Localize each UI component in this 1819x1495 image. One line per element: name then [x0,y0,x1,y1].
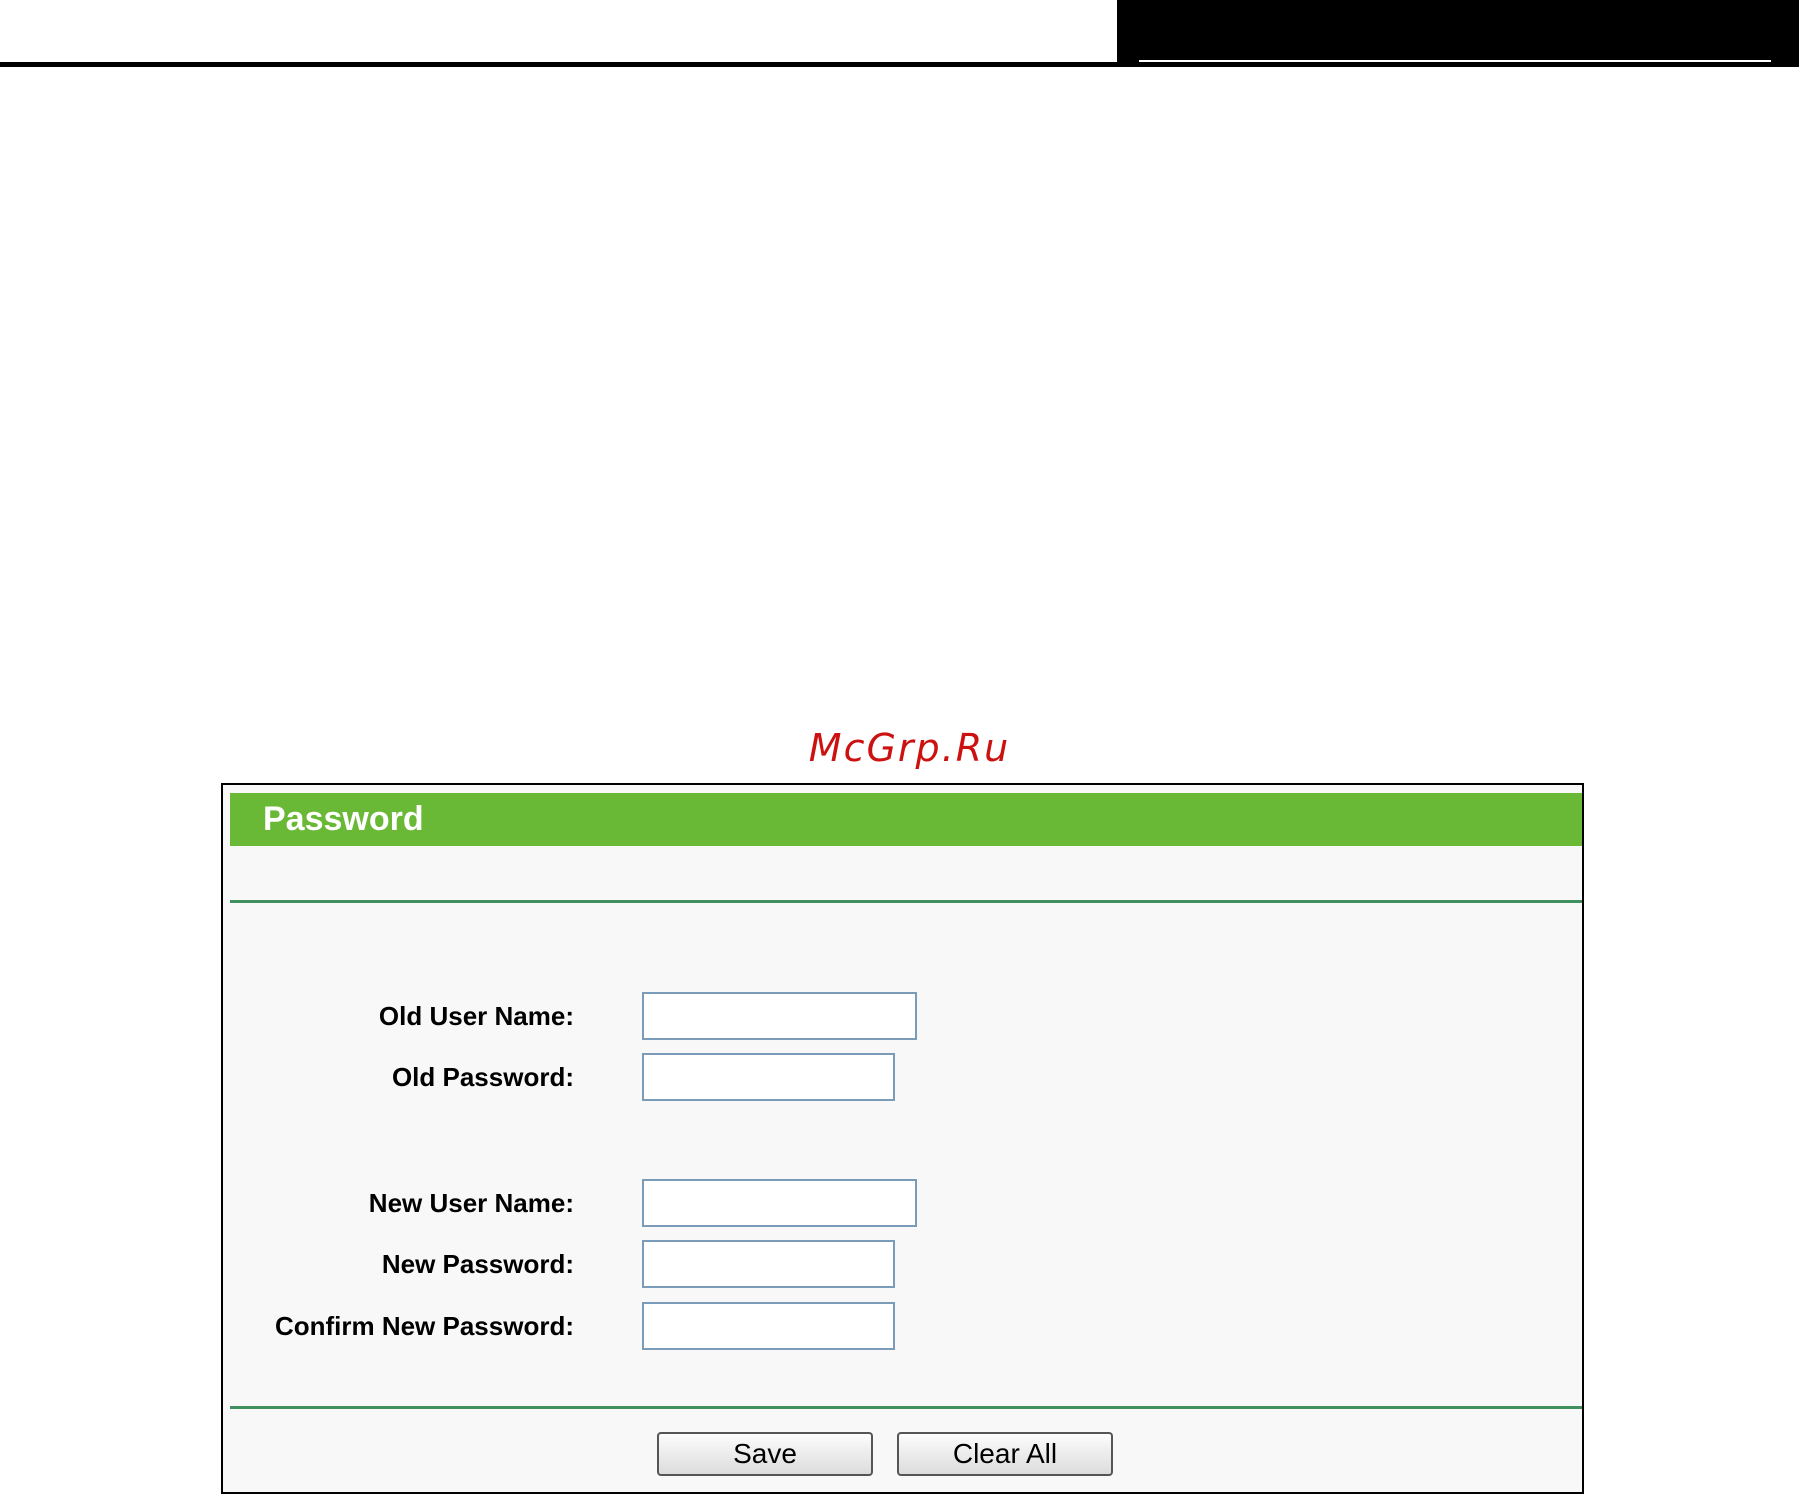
panel-header [230,793,1582,846]
password-panel [221,783,1584,1494]
confirm-new-password-input[interactable] [642,1302,895,1350]
confirm-new-password-label: Confirm New Password: [274,1311,574,1341]
save-button[interactable]: Save [657,1432,873,1476]
bottom-divider [230,1406,1582,1409]
header-black-block [1117,0,1799,62]
new-password-input[interactable] [642,1240,895,1288]
new-user-name-label: New User Name: [368,1188,574,1218]
confirm-new-password-row [223,1302,1582,1350]
button-row [223,1432,1582,1476]
old-user-name-input[interactable] [642,992,917,1040]
new-password-label: New Password: [381,1249,574,1279]
panel-title: Password [263,800,424,838]
top-divider [230,900,1582,903]
old-user-name-row [223,992,1582,1040]
old-password-input[interactable] [642,1053,895,1101]
old-password-row [223,1053,1582,1101]
new-password-row [223,1240,1582,1288]
new-user-name-input[interactable] [642,1179,917,1227]
old-password-label: Old Password: [391,1062,574,1092]
header-rule [0,62,1799,67]
watermark: McGrp.Ru [808,726,1011,770]
new-user-name-row [223,1179,1582,1227]
clear-all-button[interactable]: Clear All [897,1432,1113,1476]
old-user-name-label: Old User Name: [378,1001,574,1031]
